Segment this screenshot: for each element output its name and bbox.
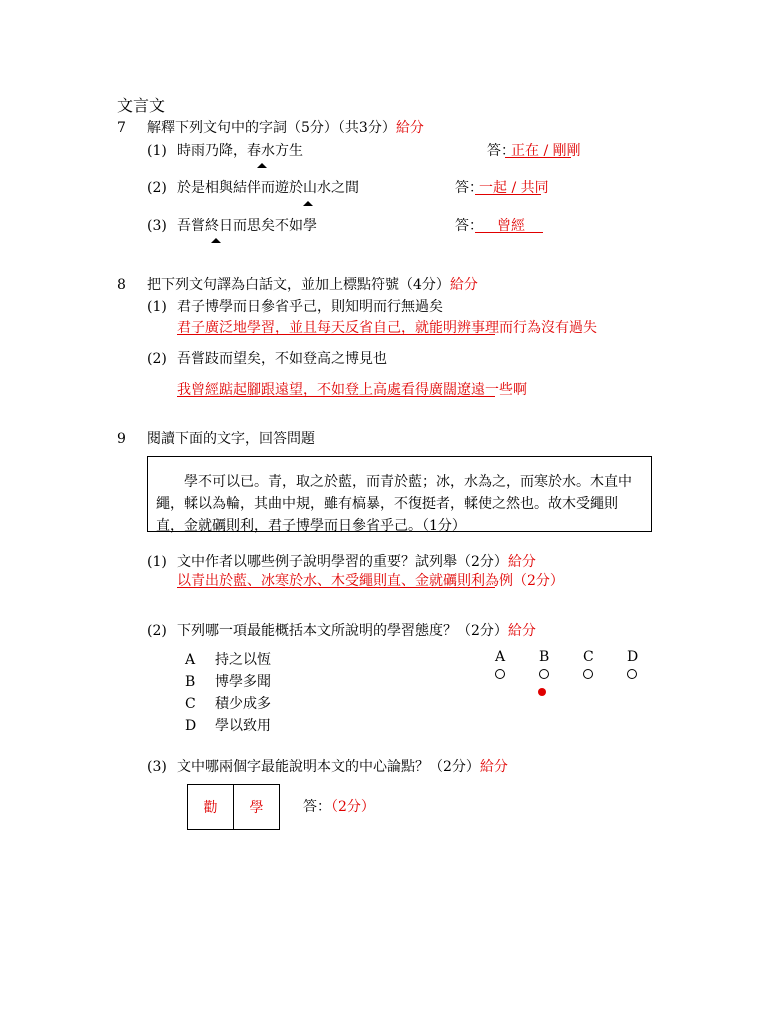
q7-item-1-marker-icon [257, 163, 267, 168]
q9-passage-text: 學不可以已。青，取之於藍，而青於藍；冰，水為之，而寒於水。木直中繩，輮以為輪，其曲中規，雖有槁暴，不復挺者，輮使之然也。故木受繩則直，金就礪則利，君子博學而日參省乎己。（1分） [156, 474, 632, 534]
selected-answer-dot [538, 688, 546, 696]
q9-item-3-answer-marks: （2分） [331, 799, 375, 815]
q7-mark-label: 給分 [395, 120, 424, 136]
bubble-header-a: A [495, 649, 506, 665]
q7-item-2-answer-line [475, 194, 541, 195]
q7-item-1-answer: 正在 / 剛剛 [511, 143, 581, 159]
q9-number: 9 [117, 431, 126, 447]
answer-bubble-b[interactable] [539, 669, 549, 679]
q9-item-3-answer-char-1: 勸 [203, 800, 218, 816]
q9-item-3-mark-label: 給分 [479, 759, 508, 775]
q9-item-2-mark-label: 給分 [507, 623, 536, 639]
q9-item-3-answer-suffix-row [303, 798, 375, 816]
q8-item-1-text: 君子博學而日參省乎己，則知明而行無過矣 [177, 299, 443, 315]
answer-bubble-a[interactable] [495, 669, 505, 679]
q9-item-1-answer: 以青出於藍、冰寒於水、木受繩則直、金就礪則利為例 [177, 573, 513, 589]
q9-item-1-label: (1) [147, 554, 167, 570]
q7-item-1-answer-prefix: 答： [487, 143, 515, 159]
q9-option-b-text: 博學多聞 [215, 674, 271, 690]
q7-item-3-text: 吾嘗終日而思矣不如學 [177, 218, 317, 234]
bubble-header-d: D [627, 649, 639, 665]
q8-item-1-answer-line [177, 334, 495, 335]
q7-marks-total: （共3分） [337, 120, 396, 136]
q7-item-3-answer-line [475, 232, 543, 233]
q9-item-1-answer-marks: （2分） [513, 573, 564, 589]
q7-marks-note: （5分） [287, 120, 338, 136]
q9-option-c-letter: C [185, 696, 196, 712]
q9-passage-box [147, 456, 652, 532]
q7-item-1-label: (1) [147, 143, 167, 159]
q8-item-2-answer: 我曾經踮起腳跟遠望，不如登上高處看得廣闊遼遠一些啊 [177, 382, 527, 398]
q9-item-2-label: (2) [147, 623, 167, 639]
q9-option-d-letter: D [185, 718, 197, 734]
q9-item-3-text: 文中哪兩個字最能說明本文的中心論點？ [177, 759, 429, 775]
q9-item-2-marks: （2分） [457, 623, 508, 639]
q8-stem-text: 把下列文句譯為白話文，並加上標點符號 [147, 277, 399, 293]
q7-item-3-answer-prefix: 答： [455, 218, 483, 234]
q8-mark-label: 給分 [449, 277, 478, 293]
bubble-header-c: C [583, 649, 594, 665]
q9-option-d-text: 學以致用 [215, 718, 271, 734]
q7-item-3-label: (3) [147, 218, 167, 234]
q9-item-1-marks: （2分） [457, 554, 508, 570]
q9-item-1-text: 文中作者以哪些例子說明學習的重要？試列舉 [177, 554, 457, 570]
q9-stem: 閱讀下面的文字，回答問題 [147, 431, 315, 447]
q7-item-1-text: 時雨乃降，春水方生 [177, 143, 303, 159]
q9-item-3-question [177, 758, 508, 776]
q9-item-3-label: (3) [147, 759, 167, 775]
q7-item-2-label: (2) [147, 180, 167, 196]
q7-stem-text: 解釋下列文句中的字詞 [147, 120, 287, 136]
answer-bubble-d[interactable] [627, 669, 637, 679]
q8-item-1-answer: 君子廣泛地學習，並且每天反省自己，就能明辨事理而行為沒有過失 [177, 320, 597, 336]
q8-number: 8 [117, 277, 126, 293]
q7-item-2-answer: 一起 / 共同 [479, 180, 549, 196]
q9-option-a-letter: A [185, 652, 196, 668]
q9-option-c-text: 積少成多 [215, 696, 271, 712]
q7-item-1-answer-line [505, 157, 571, 158]
q7-item-3-marker-icon [211, 238, 221, 243]
q9-item-3-answer-suffix: 答： [303, 799, 331, 815]
q9-item-1-answer-line [177, 587, 495, 588]
q9-item-3-marks: （2分） [429, 759, 480, 775]
q8-item-2-text: 吾嘗跂而望矣，不如登高之博見也 [177, 351, 387, 367]
q9-item-1-mark-label: 給分 [507, 554, 536, 570]
q7-item-2-marker-icon [303, 201, 313, 206]
q9-item-3-answer-char-2: 學 [233, 785, 279, 829]
q9-item-3-answer-box [187, 784, 280, 830]
q8-item-1-label: (1) [147, 299, 167, 315]
q9-option-a-text: 持之以恆 [215, 652, 271, 668]
q7-item-3-answer: 曾經 [497, 218, 525, 234]
q7-stem [147, 119, 424, 137]
q8-stem [147, 276, 478, 294]
q9-item-1-question [177, 553, 536, 571]
q8-item-2-label: (2) [147, 351, 167, 367]
q8-marks-total: （4分） [399, 277, 450, 293]
q7-number: 7 [117, 120, 126, 136]
q8-item-2-answer-line [177, 396, 495, 397]
q7-item-2-answer-prefix: 答： [455, 180, 483, 196]
q9-option-b-letter: B [185, 674, 196, 690]
bubble-header-b: B [539, 649, 550, 665]
q9-item-2-text: 下列哪一項最能概括本文所說明的學習態度？ [177, 623, 457, 639]
q9-item-2-question [177, 622, 536, 640]
q7-item-2-text: 於是相與結伴而遊於山水之間 [177, 180, 359, 196]
answer-bubble-c[interactable] [583, 669, 593, 679]
section-title: 文言文 [117, 96, 166, 115]
